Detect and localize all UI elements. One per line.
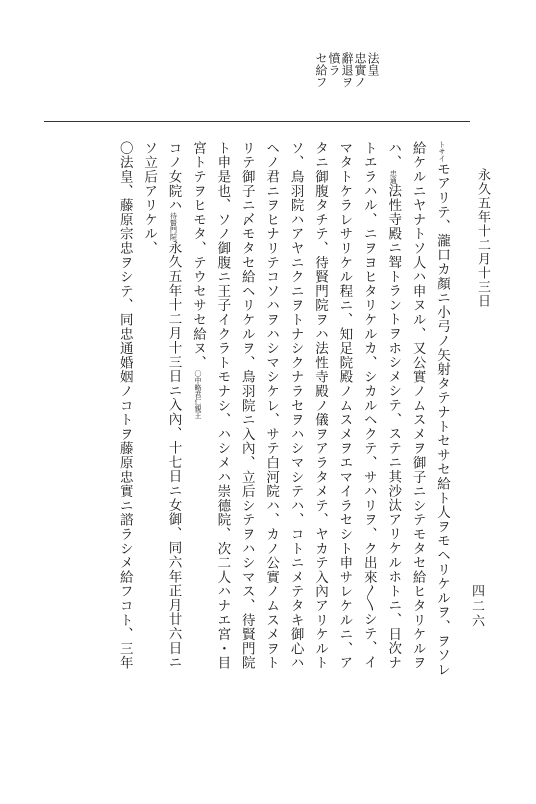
margin-note-line: 法皇 [366, 52, 380, 76]
paragraph [186, 141, 454, 681]
body-text [34, 141, 454, 681]
text-run: 永久五年十二月十三日ニ入內、十七日ニ女御、同六年正月廿六日ニソ立后アリケル、 [141, 141, 182, 670]
ruby-gloss: 忠通 [389, 169, 398, 184]
margin-note-line: 辭退ヲ [340, 52, 354, 88]
header-date: 永久五年十二月十三日 [475, 168, 490, 308]
omission-note: 〇中略 [193, 369, 202, 391]
text-run: 法性寺殿ニ聟トラントヲホシメシテ、ステニ其沙汰アリケルホトニ、日次ナトエラハル、ニヲヨヒタリケルカ、シカルヘクテ、サハリヲ、ク出來〳〵シテ、イマタトケラレサリケル程ニ、知足院殿ノムスメヲエマイラセシト申サレケルニ、アタニ御腹タチテ、待賢門院ヲハ法性寺殿ノ儀ヲアラタメテ、ヤカテ入內アリケルトソ、鳥羽院ハアヤニクニヲトナシクナラセヲハシマシテハ、コトニメテタキ御心ハヘノ君ニヲヒナリテコソハヲハシマシケレ、サテ白河院ハ、カノ公實ノムスメヲトリテ御子ニ〆モタセ給ヘリケルヲ、鳥羽院ニ入內、立后シテヲハシマス、待賢門院ト申是也、ソノ御腹ニ王子イクラトモナシ、ハシメハ崇德院、次二人ハナエ宮・目宮トテヲヒモタ、テウセサセ給ヌ、 [189, 141, 402, 671]
margin-note-line: 忠實ノ [353, 52, 367, 88]
text-run: ニヤナトソ人ハ申ヌル、又公實ノムスメヲ御子ニシテモタセ給ヒタリケルヲハ、 [385, 141, 426, 671]
ruby-gloss: 君仁親王 [193, 390, 202, 419]
text-run: コノ女院ハ [165, 141, 182, 213]
text-run: モアリテ、瀧口カ顏ニ小弓ノ矢射タテナトセサセ給ト人ヲモヘリケルヲ、ヲソレ給ケル [409, 141, 450, 677]
paragraph [137, 141, 186, 681]
page-number: 四二六 [469, 584, 484, 629]
margin-note-line: 憤ラ [327, 52, 341, 76]
margin-rule [44, 121, 470, 122]
text-run: 〇法皇、藤原宗忠ヲシテ、同忠通婚姻ノコトヲ藤原忠實ニ諮ラシメ給フコト、三年 [116, 141, 133, 671]
paragraph [112, 141, 136, 681]
margin-note-line: セ給フ [314, 52, 328, 88]
ruby-gloss: 待賢門院 [169, 212, 178, 241]
margin-note [314, 52, 379, 88]
ruby-gloss: トサイ [438, 141, 446, 162]
